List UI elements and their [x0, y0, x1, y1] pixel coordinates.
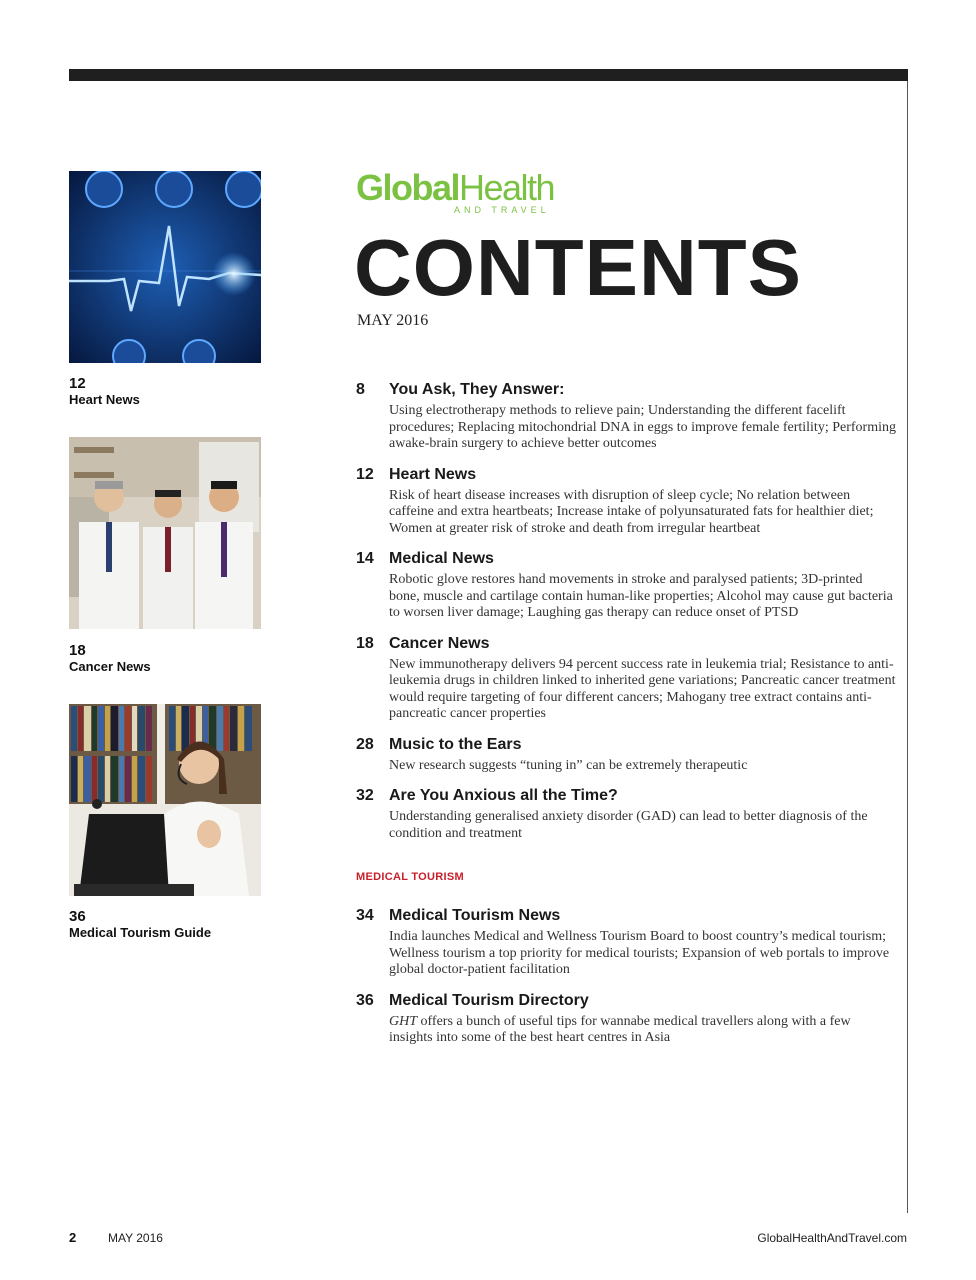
- entry-description: Robotic glove restores hand movements in stroke and paralysed patients; 3D-printed bone, muscle and cartilage contain human-like properties; Alcohol may cause gut bacteria to worsen liver damage; Laughing gas therapy can reduce onset of PTSD: [389, 572, 893, 620]
- top-rule-bar: [69, 69, 908, 81]
- contents-entry[interactable]: [356, 464, 896, 538]
- entry-title[interactable]: You Ask, They Answer:: [389, 381, 565, 398]
- entry-title[interactable]: Medical News: [389, 550, 494, 567]
- issue-date: MAY 2016: [357, 312, 429, 329]
- entry-description: New research suggests “tuning in” can be extremely therapeutic: [389, 757, 748, 773]
- footer-website[interactable]: GlobalHealthAndTravel.com: [757, 1231, 907, 1245]
- logo-word-global: Global: [356, 167, 460, 208]
- entry-description: India launches Medical and Wellness Tourism Board to boost country’s medical tourism; Wellness tourism a top priority for medical tourists; Expansion of web portals to improve global doctor-patient facilitation: [389, 929, 890, 977]
- entry-title[interactable]: Are You Anxious all the Time?: [389, 787, 618, 804]
- entry-heading: [356, 990, 896, 1012]
- entry-page-number: 12: [356, 465, 374, 483]
- entry-page-number: 36: [356, 991, 374, 1009]
- caption-page-number: 36: [69, 908, 86, 925]
- caption-label: Heart News: [69, 392, 140, 407]
- footer-date: MAY 2016: [108, 1231, 163, 1245]
- entry-page-number: 14: [356, 550, 374, 567]
- entry-heading: [356, 379, 896, 401]
- contents-entry[interactable]: [356, 548, 896, 622]
- heart-news-image[interactable]: [69, 171, 261, 363]
- logo-wordmark: [356, 168, 554, 208]
- contents-entry[interactable]: [356, 734, 896, 775]
- entry-heading: [356, 905, 896, 927]
- cancer-news-caption: [69, 642, 269, 675]
- contents-entry[interactable]: [356, 990, 896, 1047]
- caption-page-number: 18: [69, 642, 86, 659]
- section-label-medical-tourism: MEDICAL TOURISM: [356, 871, 464, 883]
- entry-title[interactable]: Music to the Ears: [389, 735, 522, 753]
- entry-page-number: 32: [356, 787, 374, 804]
- entry-description: New immunotherapy delivers 94 percent success rate in leukemia trial; Resistance to anti-leukemia drugs in children linked to inherited gene variations; Pancreatic cancer treatment would require targeting of four different cancers; Mahogany tree extract contains anti-pancreatic cancer properties: [389, 656, 896, 721]
- heart-news-caption: [69, 375, 269, 408]
- entry-description: [389, 1014, 896, 1047]
- entry-description: Using electrotherapy methods to relieve pain; Understanding the different facelift procedures; Replacing mitochondrial DNA in eggs to improve female fertility; Performing awake-brain surgery to achieve better outcomes: [389, 403, 896, 451]
- medical-tourism-guide-caption: [69, 908, 269, 941]
- contents-entry[interactable]: [356, 905, 896, 979]
- caption-page-number: 12: [69, 375, 86, 392]
- entry-heading: [356, 734, 896, 756]
- contents-entry[interactable]: [356, 633, 896, 723]
- entry-title[interactable]: Cancer News: [389, 634, 490, 652]
- entry-page-number: 18: [356, 634, 374, 652]
- entry-description: Understanding generalised anxiety disorder (GAD) can lead to better diagnosis of the condition and treatment: [389, 809, 868, 841]
- caption-label: Medical Tourism Guide: [69, 925, 212, 940]
- entry-page-number: 34: [356, 907, 374, 924]
- contents-entry[interactable]: [356, 785, 896, 842]
- entry-heading: [356, 548, 896, 570]
- entry-page-number: 28: [356, 735, 374, 753]
- entry-title[interactable]: Medical Tourism News: [389, 907, 561, 924]
- cancer-news-image[interactable]: [69, 437, 261, 629]
- medical-tourism-guide-image[interactable]: [69, 704, 261, 896]
- logo-subtitle: AND TRAVEL: [454, 205, 550, 215]
- entry-title[interactable]: Heart News: [389, 465, 477, 483]
- entry-heading: [356, 785, 896, 807]
- page-title: CONTENTS: [354, 223, 802, 312]
- contents-entry[interactable]: [356, 379, 896, 453]
- entry-description: Risk of heart disease increases with disruption of sleep cycle; No relation between caffeine and extra heartbeats; Increase intake of polyunsaturated fats for healthier diet; Women at greater risk of stroke and death from irregular heartbeat: [389, 487, 874, 536]
- global-health-travel-logo: [356, 167, 555, 215]
- entry-title[interactable]: Medical Tourism Directory: [389, 991, 589, 1009]
- contents-list: [356, 379, 896, 1058]
- entry-heading: [356, 633, 896, 655]
- logo-word-health: Health: [459, 167, 555, 208]
- caption-label: Cancer News: [69, 659, 151, 674]
- entry-description-italic: GHT: [389, 1013, 418, 1029]
- entry-heading: [356, 464, 896, 486]
- right-rule-line: [907, 81, 908, 1213]
- footer-page-number: 2: [69, 1230, 77, 1245]
- entry-description-text: offers a bunch of useful tips for wannabe medical travellers along with a few insights into some of the best heart centres in Asia: [389, 1013, 851, 1045]
- entry-page-number: 8: [356, 381, 365, 398]
